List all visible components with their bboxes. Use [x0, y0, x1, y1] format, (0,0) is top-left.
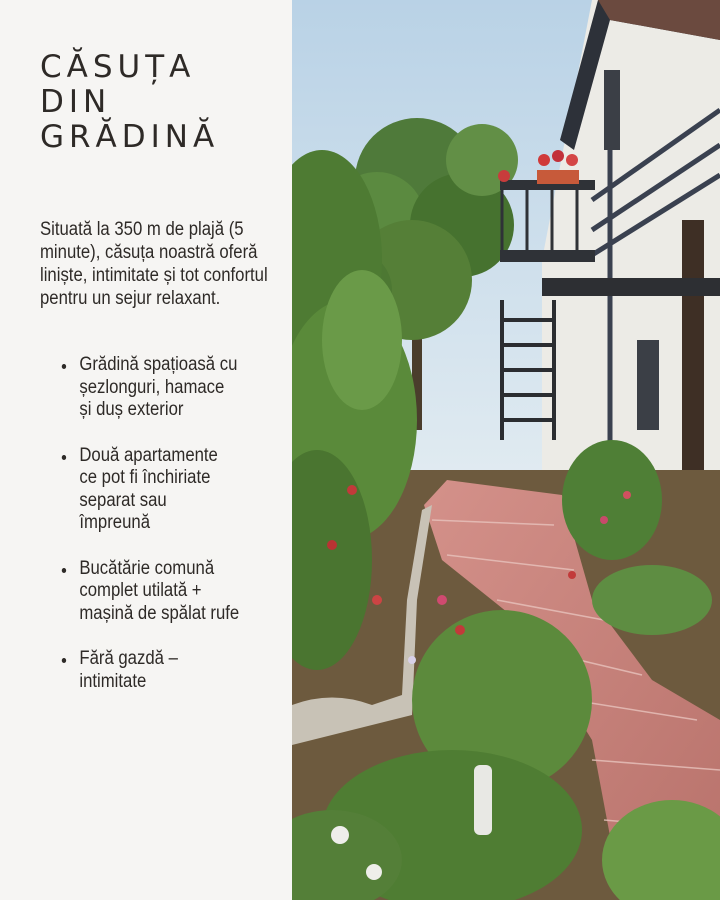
title-line-1: CĂSUȚA	[40, 49, 196, 85]
intro-paragraph	[40, 218, 268, 310]
feature-item-garden: Grădină spațioasă cu șezlonguri, hamace și duș exterior	[60, 354, 240, 422]
text-panel	[0, 0, 292, 900]
feature-list	[60, 354, 240, 716]
garden-house-photo	[292, 0, 720, 900]
photo-illustration	[292, 0, 720, 900]
title-line-2: DIN	[40, 84, 112, 120]
feature-item-apartments: Două apartamente ce pot fi închiriate separat sau împreună	[60, 445, 240, 535]
staircase	[502, 300, 554, 440]
feature-item-kitchen: Bucătărie comună complet utilată + mașină de spălat rufe	[60, 558, 240, 626]
title-line-3: GRĂDINĂ	[40, 119, 220, 155]
feature-item-privacy: Fără gazdă – intimitate	[60, 648, 240, 693]
intro-text: Situată la 350 m de plajă (5 minute), căsuța noastră oferă liniște, intimitate și tot confortul pentru un sejur relaxant.	[40, 219, 268, 309]
page-title	[40, 50, 219, 155]
